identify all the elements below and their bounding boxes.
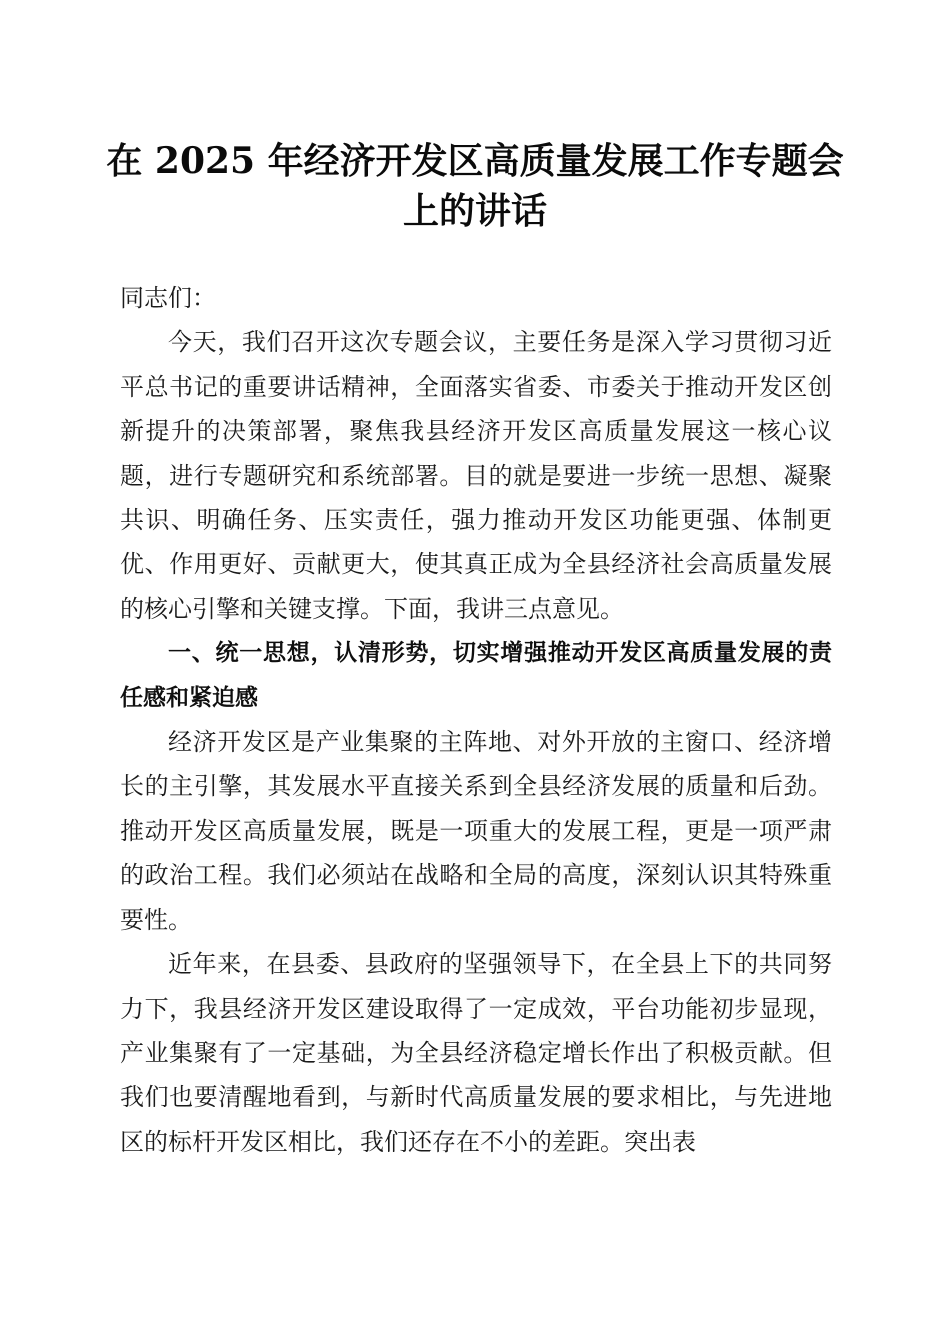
intro-paragraph: 今天，我们召开这次专题会议，主要任务是深入学习贯彻习近平总书记的重要讲话精神，全面落实省委、市委关于推动开发区创新提升的决策部署，聚焦我县经济开发区高质量发展这一核心议题，进行专题研究和系统部署。目的就是要进一步统一思想、凝聚共识、明确任务、压实责任，强力推动开发区功能更强、体制更优、作用更好、贡献更大，使其真正成为全县经济社会高质量发展的核心引擎和关键支撑。下面，我讲三点意见。 bbox=[120, 328, 832, 623]
section-heading-1: 一、统一思想，认清形势，切实增强推动开发区高质量发展的责任感和紧迫感 bbox=[120, 640, 832, 711]
title-line-2: 上的讲话 bbox=[402, 190, 547, 232]
title-line-1: 在 2025 年经济开发区高质量发展工作专题会 bbox=[106, 140, 844, 182]
document-title bbox=[100, 136, 850, 236]
section1-paragraph-1: 经济开发区是产业集聚的主阵地、对外开放的主窗口、经济增长的主引擎，其发展水平直接关系到全县经济发展的质量和后劲。推动开发区高质量发展，既是一项重大的发展工程，更是一项严肃的政治工程。我们必须站在战略和全局的高度，深刻认识其特殊重要性。 bbox=[120, 728, 832, 934]
document-body bbox=[120, 276, 832, 1164]
salutation: 同志们： bbox=[120, 284, 216, 312]
section1-paragraph-2: 近年来，在县委、县政府的坚强领导下，在全县上下的共同努力下，我县经济开发区建设取得了一定成效，平台功能初步显现，产业集聚有了一定基础，为全县经济稳定增长作出了积极贡献。但我们也要清醒地看到，与新时代高质量发展的要求相比，与先进地区的标杆开发区相比，我们还存在不小的差距。突出表 bbox=[120, 950, 832, 1156]
